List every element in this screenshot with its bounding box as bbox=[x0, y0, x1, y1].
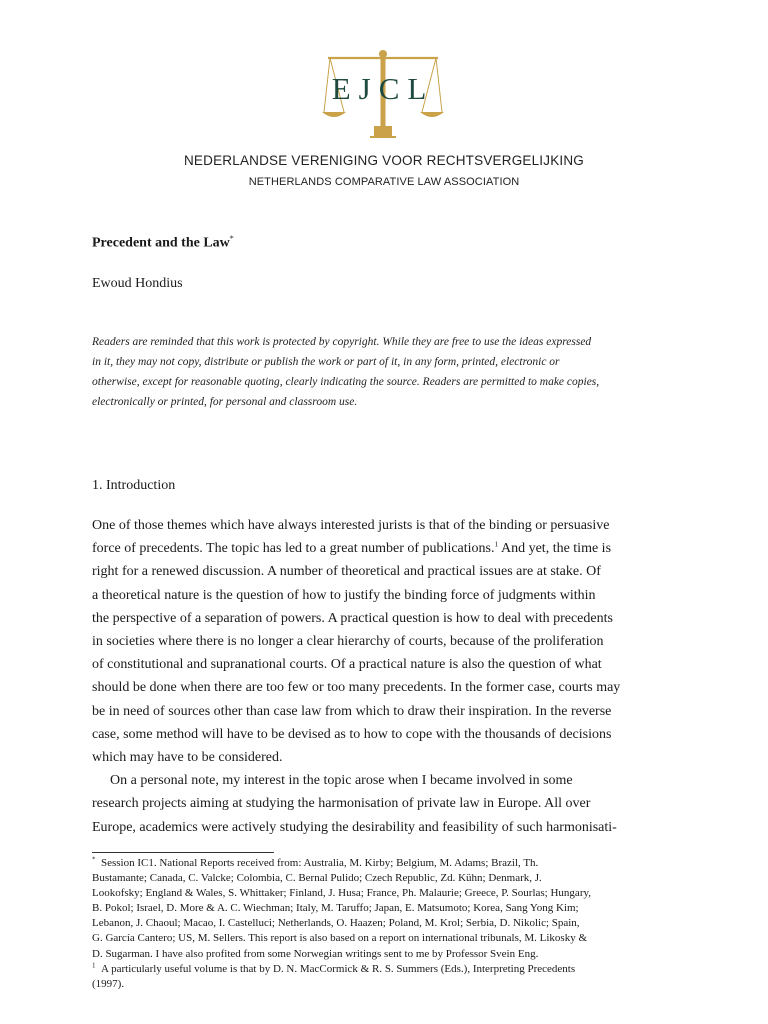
body-line: research projects aiming at studying the harmonisation of private law in Europe. All over bbox=[92, 796, 591, 812]
body-line: of constitutional and supranational courts. Of a practical nature is also the question of what bbox=[92, 657, 602, 673]
document-title bbox=[92, 234, 234, 252]
footnote-star-mark: * bbox=[92, 855, 96, 864]
body-line: One of those themes which have always interested jurists is that of the binding or persuasive bbox=[92, 518, 610, 533]
body-line: should be done when there are too few or too many precedents. In the former case, courts may bbox=[92, 680, 621, 696]
footnote-line: Lebanon, J. Chaoul; Macao, I. Castelluci; Netherlands, O. Haazen; Poland, M. Krol; Serbia, D. Nikolic; Spain, bbox=[92, 917, 580, 930]
copyright-notice bbox=[92, 332, 682, 412]
footnote-line bbox=[92, 962, 692, 977]
body-line-part: And yet, the time is bbox=[498, 541, 612, 557]
body-line-part: force of precedents. The topic has led to a great number of publications. bbox=[92, 541, 495, 557]
footnote-line bbox=[92, 856, 692, 871]
notice-line: otherwise, except for reasonable quoting, clearly indicating the source. Readers are permitted to make copies, bbox=[92, 376, 600, 388]
title-footnote-mark[interactable]: * bbox=[229, 234, 234, 243]
footnote-line: B. Pokol; Israel, D. More & A. C. Wiechman; Italy, M. Taruffo; Japan, E. Matsumoto; Korea, Sang Yong Kim; bbox=[92, 902, 579, 915]
logo-text: EJCL bbox=[331, 71, 435, 106]
footnote-text: A particularly useful volume is that by D. N. MacCormick & R. S. Summers (Eds.), Interpreting Precedents bbox=[101, 962, 576, 975]
footnote-line: Lookofsky; England & Wales, S. Whittaker; Finland, J. Husa; France, Ph. Malaurie; Greece, P. Sourlas; Hungary, bbox=[92, 887, 592, 900]
body-line: right for a renewed discussion. A number of theoretical and practical issues are at stake. Of bbox=[92, 564, 601, 580]
scales-of-justice-icon bbox=[320, 44, 446, 140]
body-line: which may have to be considered. bbox=[92, 750, 283, 766]
footnote-line: D. Sugarman. I have also profited from some Norwegian writings sent to me by Professor Svein Eng. bbox=[92, 947, 539, 960]
footnote-text: Session IC1. National Reports received from: Australia, M. Kirby; Belgium, M. Adams; Brazil, Th. bbox=[101, 857, 539, 869]
notice-line: Readers are reminded that this work is protected by copyright. While they are free to use the ideas expressed bbox=[92, 336, 592, 348]
footnote-line: (1997). bbox=[92, 977, 125, 990]
body-line: case, some method will have to be devised as to how to cope with the thousands of decisions bbox=[92, 726, 612, 742]
notice-line: in it, they may not copy, distribute or publish the work or part of it, in any form, printed, electronic or bbox=[92, 356, 560, 368]
body-line: the perspective of a separation of powers. A practical question is how to deal with precedents bbox=[92, 610, 613, 626]
body-line: in societies where there is no longer a clear hierarchy of courts, because of the proliferation bbox=[92, 634, 604, 650]
footnote-line: Bustamante; Canada, C. Valcke; Colombia, C. Bernal Pulido; Czech Republic, Zd. Kühn; Denmark, J. bbox=[92, 872, 542, 885]
association-name-dutch: NEDERLANDSE VERENIGING VOOR RECHTSVERGELIJKING bbox=[183, 153, 585, 168]
footnote-ref-1[interactable]: 1 bbox=[494, 539, 499, 549]
document-title-text: Precedent and the Law bbox=[92, 235, 230, 251]
body-line: a theoretical nature is the question of how to justify the binding force of judgments within bbox=[92, 587, 596, 603]
notice-line: electronically or printed, for personal and classroom use. bbox=[92, 396, 358, 408]
ejcl-logo bbox=[320, 44, 446, 140]
body-line: Europe, academics were actively studying the desirability and feasibility of such harmonisati- bbox=[92, 819, 617, 835]
document-author: Ewoud Hondius bbox=[92, 276, 183, 291]
footnote-1-mark: 1 bbox=[92, 961, 96, 969]
body-line: be in need of sources other than case law from which to draw their inspiration. In the reverse bbox=[92, 703, 612, 719]
association-name-english: NETHERLANDS COMPARATIVE LAW ASSOCIATION bbox=[248, 176, 520, 188]
body-line: On a personal note, my interest in the topic arose when I became involved in some bbox=[110, 773, 573, 789]
body-text bbox=[92, 514, 682, 839]
footnote-divider bbox=[92, 852, 274, 853]
section-heading: 1. Introduction bbox=[92, 478, 176, 493]
body-line bbox=[92, 537, 682, 560]
footnotes bbox=[92, 856, 692, 992]
footnote-line: G. García Cantero; US, M. Sellers. This report is also based on a report on international tribunals, M. Likosky & bbox=[92, 932, 588, 945]
